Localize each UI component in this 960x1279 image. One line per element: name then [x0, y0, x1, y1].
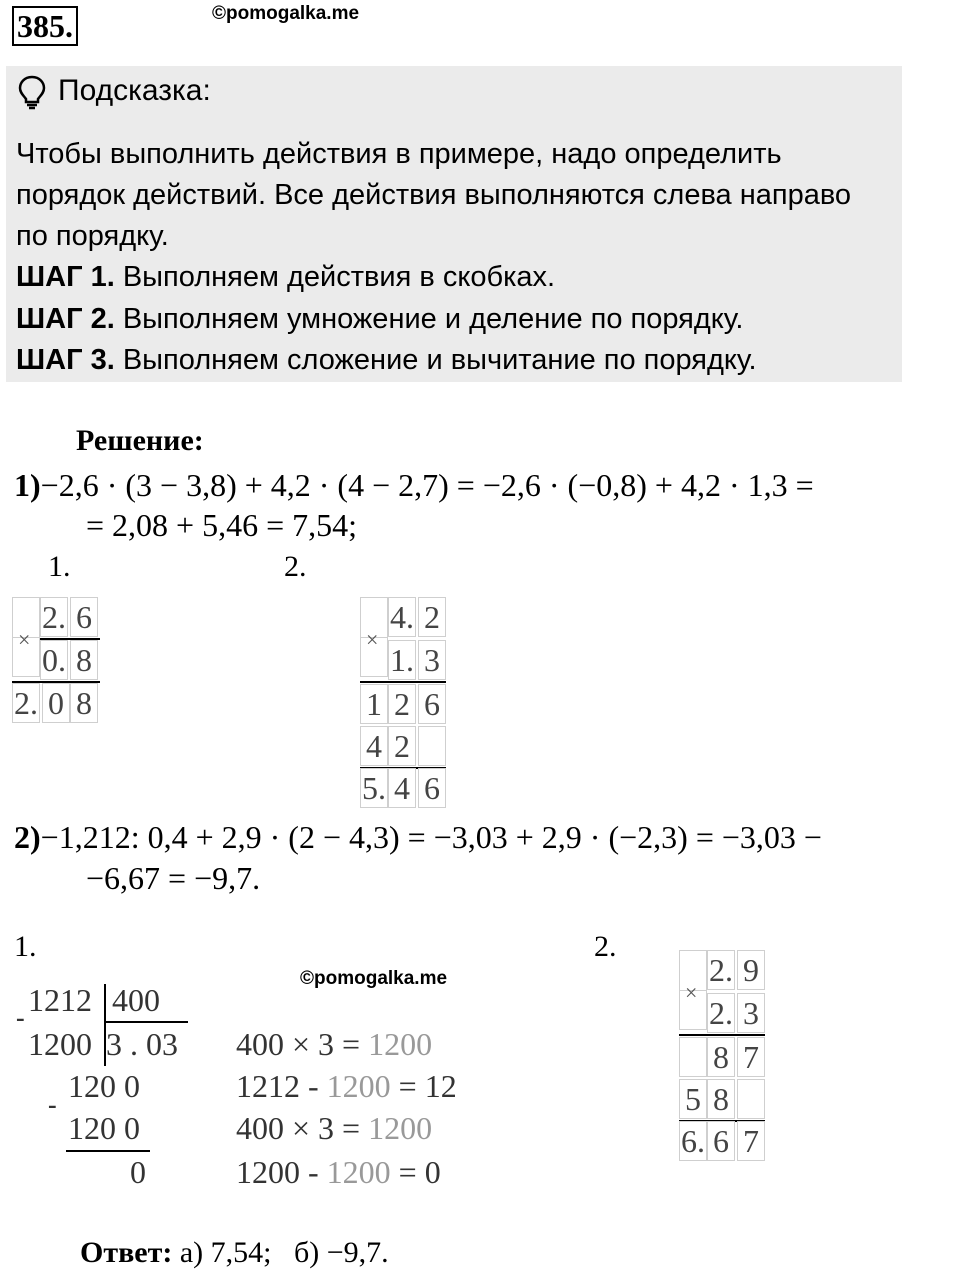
divisor: 400 [112, 982, 160, 1018]
calc-cell: 6 [418, 684, 446, 724]
check-text: 1200 - [236, 1154, 327, 1190]
check-text: = 0 [390, 1154, 441, 1190]
subtraction-line [66, 1150, 150, 1152]
part1-expr: −2,6 · (3 − 3,8) + 4,2 · (4 − 2,7) = −2,6 · (−0,8) + 4,2 · 1,3 = [40, 467, 814, 503]
result-line [12, 681, 100, 683]
check-text: = 12 [390, 1068, 457, 1104]
step-text: Выполняем умножение и деление по порядку. [114, 303, 744, 335]
calc-cell: 5. [362, 770, 386, 806]
check-text: 1212 - [236, 1068, 327, 1104]
calc-cell: 4 [360, 726, 388, 766]
part1-label: 1) [14, 467, 41, 503]
calc-cell: 7 [737, 1037, 765, 1077]
part1-line1 [14, 467, 814, 504]
calc-cell: 8 [707, 1079, 735, 1119]
calc-cell [737, 1079, 765, 1119]
calc-cell: 8 [707, 1037, 735, 1077]
minus-sign: - [48, 1090, 57, 1119]
check-line-1 [236, 1026, 432, 1063]
lightbulb-icon [16, 74, 48, 115]
multiply-sign: × [18, 627, 31, 652]
calc-cell: 1. [390, 642, 414, 678]
calc-cell: 0 [42, 683, 70, 723]
calc-cell: 8 [70, 683, 98, 723]
calc-cell: 1 [360, 684, 388, 724]
watermark-middle: ©pomogalka.me [300, 968, 448, 989]
step-label: ШАГ 1. [16, 261, 115, 293]
part2-line1 [14, 819, 822, 856]
calc-cell: 6 [707, 1121, 735, 1161]
division-line [104, 1021, 188, 1023]
part2-calc2-label: 2. [594, 930, 617, 963]
check-line-3 [236, 1110, 432, 1147]
step-label: ШАГ 2. [16, 303, 115, 335]
part2-calc1-label: 1. [14, 930, 37, 963]
check-line-4 [236, 1154, 441, 1191]
answer [80, 1236, 389, 1270]
multiply-sign: × [685, 980, 698, 1005]
part1-line2: = 2,08 + 5,46 = 7,54; [86, 507, 358, 543]
calc-cell: 0. [42, 642, 66, 678]
part2-expr: −1,212: 0,4 + 2,9 · (2 − 4,3) = −3,03 + 2,9 · (−2,3) = −3,03 − [40, 819, 822, 855]
answer-label: Ответ: [80, 1236, 173, 1269]
quotient: 3 . 03 [106, 1026, 178, 1062]
row-line [40, 638, 100, 640]
calc-cell: 4 [388, 768, 416, 808]
calc-cell: 8 [70, 640, 98, 680]
check-text: 400 × 3 = [236, 1110, 369, 1146]
calc-cell: 2 [388, 684, 416, 724]
check-value: 1200 [368, 1026, 433, 1062]
result-line [360, 681, 446, 683]
check-value: 1200 [368, 1110, 433, 1146]
result-line [679, 1034, 765, 1036]
part2-line2: −6,67 = −9,7. [86, 860, 261, 896]
hint-line-3: по порядку. [16, 220, 169, 252]
check-line-2 [236, 1068, 457, 1105]
hint-step-1 [16, 261, 555, 294]
calc-cell [418, 726, 446, 766]
hint-title: Подсказка: [58, 74, 211, 107]
hint-step-2 [16, 303, 743, 336]
part2-label: 2) [14, 819, 41, 855]
subtrahend-2: 120 0 [68, 1110, 140, 1146]
calc-cell: 3 [737, 993, 765, 1033]
calc-cell: 6 [70, 597, 98, 637]
remainder-2: 0 [130, 1154, 146, 1190]
calc-cell: 3 [418, 640, 446, 680]
calc-cell: 2 [388, 726, 416, 766]
hint-line-1: Чтобы выполнить действия в примере, надо определить [16, 138, 782, 170]
part1-calc1-label: 1. [48, 550, 71, 583]
calc-cell: 6 [418, 768, 446, 808]
dividend: 1212 [28, 982, 92, 1018]
calc-cell: 2. [709, 995, 733, 1031]
hint-line-2: порядок действий. Все действия выполняются слева направо [16, 179, 852, 211]
calc-cell: 2 [418, 597, 446, 637]
hint-step-3 [16, 344, 757, 377]
step-text: Выполняем сложение и вычитание по порядку. [114, 344, 757, 376]
calc-cell [679, 1037, 707, 1077]
multiply-sign: × [366, 627, 379, 652]
calc-cell: 2. [42, 599, 66, 635]
part1-calc2-label: 2. [284, 550, 307, 583]
check-text: 400 × 3 = [236, 1026, 369, 1062]
calc-cell: 2. [709, 952, 733, 988]
solution-title: Решение: [76, 424, 204, 457]
minus-sign: - [16, 1003, 25, 1032]
task-number: 385. [12, 6, 78, 46]
step-label: ШАГ 3. [16, 344, 115, 376]
subtrahend-1: 1200 [28, 1026, 92, 1062]
watermark-top: ©pomogalka.me [212, 3, 360, 24]
calc-cell: 6. [681, 1123, 705, 1159]
remainder-1: 120 0 [68, 1068, 140, 1104]
answer-text: а) 7,54; б) −9,7. [172, 1236, 389, 1269]
calc-cell: 2. [14, 685, 38, 721]
calc-cell: 4. [390, 599, 414, 635]
step-text: Выполняем действия в скобках. [114, 261, 556, 293]
check-value: 1200 [326, 1068, 391, 1104]
calc-cell: 5 [679, 1079, 707, 1119]
calc-cell: 9 [737, 950, 765, 990]
check-value: 1200 [326, 1154, 391, 1190]
calc-cell: 7 [737, 1121, 765, 1161]
